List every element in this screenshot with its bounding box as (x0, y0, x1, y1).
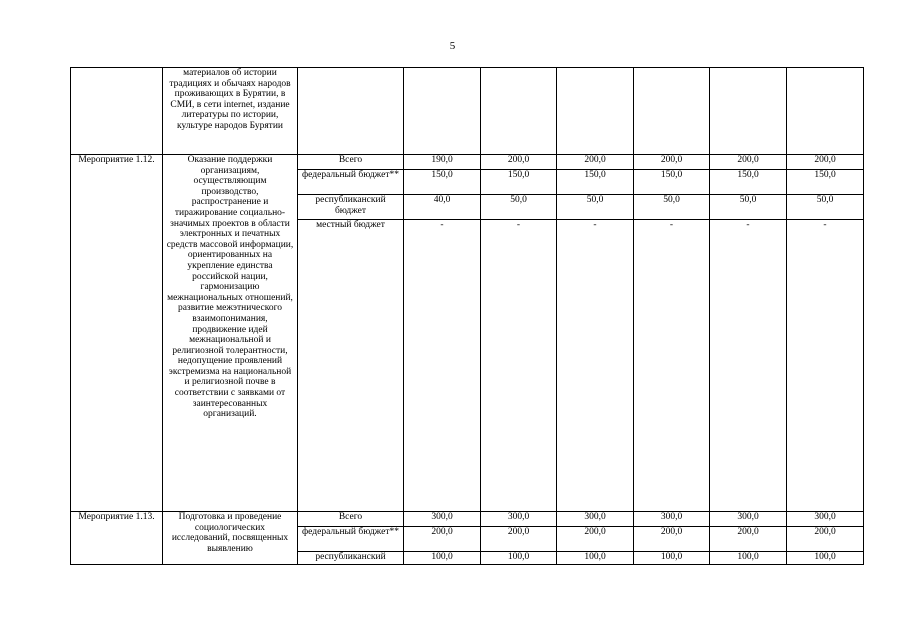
event-number-cell: Мероприятие 1.13. (71, 512, 163, 565)
value-cell: 200,0 (557, 527, 634, 552)
funding-source-cell: местный бюджет (298, 220, 404, 512)
value-cell: 50,0 (787, 195, 864, 220)
event-name-cell: Оказание поддержки организациям, осуществляющим производство, распространение и тиражирование социально-значимых проектов в области электронных и печатных средств массовой информации, ориентированных на укрепление единства российской нации, гармонизацию межнациональных отношений, развитие межэтнического взаимопонимания, продвижение идей межнациональной и религиозной толерантности, недопущение проявлений экстремизма на национальной и религиозной почве в соответствии с заявками от заинтересованных организаций. (163, 155, 298, 512)
value-cell (557, 68, 634, 155)
value-cell: 200,0 (481, 155, 557, 170)
value-cell: 150,0 (557, 170, 634, 195)
value-cell: 200,0 (481, 527, 557, 552)
value-cell: 50,0 (481, 195, 557, 220)
value-cell: 200,0 (787, 527, 864, 552)
value-cell: - (557, 220, 634, 512)
event-cell (71, 68, 163, 155)
value-cell: 300,0 (481, 512, 557, 527)
value-cell: 150,0 (634, 170, 710, 195)
value-cell (710, 68, 787, 155)
value-cell: 200,0 (710, 527, 787, 552)
value-cell: - (634, 220, 710, 512)
value-cell: - (481, 220, 557, 512)
value-cell: 300,0 (404, 512, 481, 527)
value-cell: 300,0 (710, 512, 787, 527)
table-row (71, 512, 864, 527)
table-row (71, 155, 864, 170)
value-cell (404, 68, 481, 155)
value-cell: 50,0 (710, 195, 787, 220)
value-cell: 300,0 (787, 512, 864, 527)
value-cell: 200,0 (634, 155, 710, 170)
value-cell: 150,0 (787, 170, 864, 195)
value-cell: 100,0 (481, 552, 557, 565)
source-cell (298, 68, 404, 155)
value-cell: 200,0 (710, 155, 787, 170)
value-cell (787, 68, 864, 155)
event-name-cell: Подготовка и проведение социологических исследований, посвященных выявлению (163, 512, 298, 565)
value-cell: 100,0 (557, 552, 634, 565)
value-cell: 100,0 (404, 552, 481, 565)
value-cell: 100,0 (787, 552, 864, 565)
value-cell: 100,0 (710, 552, 787, 565)
value-cell: 200,0 (557, 155, 634, 170)
value-cell: 40,0 (404, 195, 481, 220)
event-number-cell: Мероприятие 1.12. (71, 155, 163, 512)
funding-source-cell: Всего (298, 512, 404, 527)
value-cell: 50,0 (557, 195, 634, 220)
value-cell: 300,0 (634, 512, 710, 527)
value-cell: - (710, 220, 787, 512)
value-cell: 200,0 (634, 527, 710, 552)
value-cell (634, 68, 710, 155)
page-number: 5 (449, 40, 456, 52)
value-cell: 150,0 (404, 170, 481, 195)
budget-table (70, 67, 864, 565)
value-cell: 150,0 (710, 170, 787, 195)
value-cell (481, 68, 557, 155)
value-cell: 150,0 (481, 170, 557, 195)
value-cell: 190,0 (404, 155, 481, 170)
funding-source-cell: республиканский бюджет (298, 195, 404, 220)
table-row (71, 68, 864, 155)
value-cell: 300,0 (557, 512, 634, 527)
event-name-cell: материалов об истории традициях и обычаях народов проживающих в Бурятии, в СМИ, в сети internet, издание литературы по истории, культуре народов Бурятии (163, 68, 298, 155)
value-cell: 200,0 (787, 155, 864, 170)
value-cell: - (787, 220, 864, 512)
funding-source-cell: республиканский (298, 552, 404, 565)
funding-source-cell: Всего (298, 155, 404, 170)
value-cell: - (404, 220, 481, 512)
value-cell: 200,0 (404, 527, 481, 552)
value-cell: 50,0 (634, 195, 710, 220)
funding-source-cell: федеральный бюджет** (298, 170, 404, 195)
value-cell: 100,0 (634, 552, 710, 565)
funding-source-cell: федеральный бюджет** (298, 527, 404, 552)
